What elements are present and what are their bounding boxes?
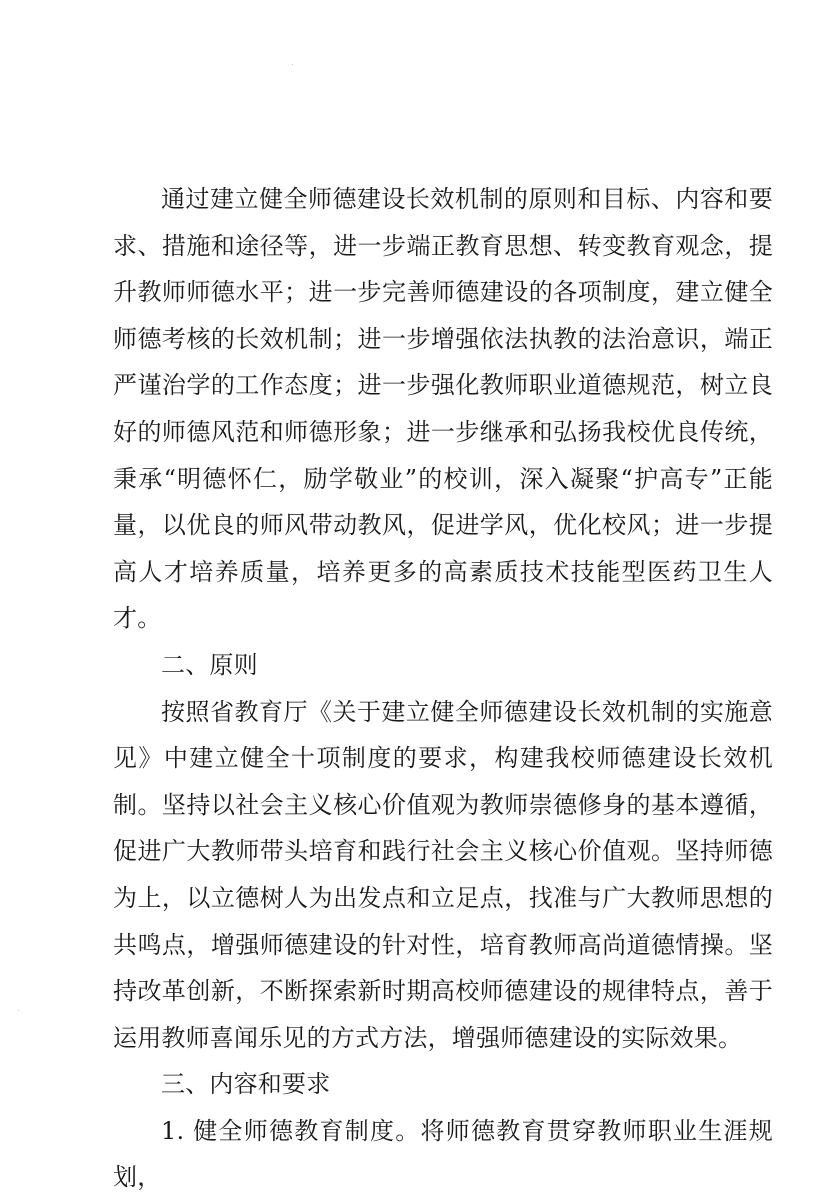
- paragraph-goals: 通过建立健全师德建设长效机制的原则和目标、内容和要求、措施和途径等，进一步端正教育思想、转变教育观念，提升教师师德水平；进一步完善师德建设的各项制度，建立健全师德考核的长效机制；进一步增强依法执教的法治意识，端正严谨治学的工作态度；进一步强化教师职业道德规范，树立良好的师德风范和师德形象；进一步继承和弘扬我校优良传统，秉承“明德怀仁，励学敬业”的校训，深入凝聚“护高专”正能量，以优良的师风带动教风，促进学风，优化校风；进一步提高人才培养质量，培养更多的高素质技术技能型医药卫生人才。: [113, 185, 773, 633]
- section-heading-content-requirements: 三、内容和要求: [161, 1070, 331, 1099]
- section-heading-principles: 二、原则: [161, 650, 258, 679]
- scan-speck: [292, 64, 293, 65]
- paragraph-item-1: 1. 健全师德教育制度。将师德教育贯穿教师职业生涯规划，: [113, 1116, 773, 1192]
- document-body: [113, 176, 773, 1201]
- scan-speck: [18, 1010, 19, 1011]
- paragraph-principles: 按照省教育厅《关于建立健全师德建设长效机制的实施意见》中建立健全十项制度的要求，构建我校师德建设长效机制。坚持以社会主义核心价值观为教师崇德修身的基本遵循，促进广大教师带头培育和践行社会主义核心价值观。坚持师德为上，以立德树人为出发点和立足点，找准与广大教师思想的共鸣点，增强师德建设的针对性，培育教师高尚道德情操。坚持改革创新，不断探索新时期高校师德建设的规律特点，善于运用教师喜闻乐见的方式方法，增强师德建设的实际效果。: [113, 697, 773, 1052]
